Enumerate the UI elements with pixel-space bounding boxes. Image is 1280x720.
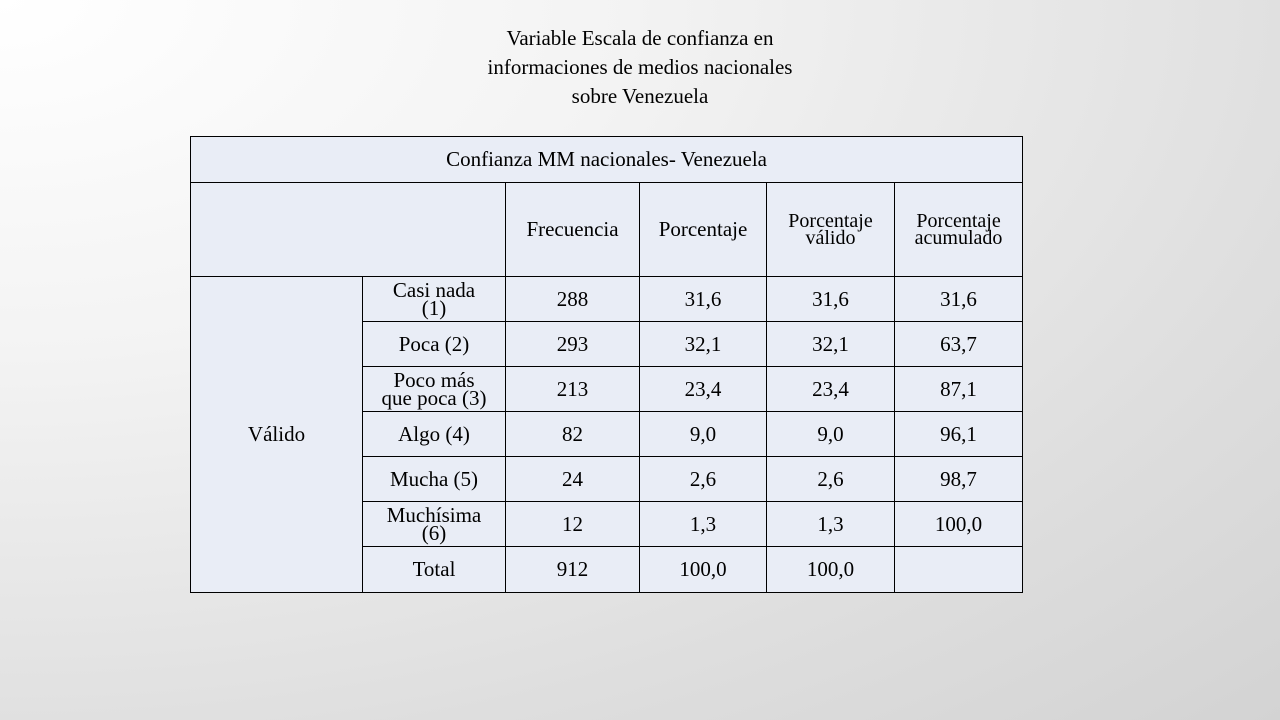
porcentaje-valido-cell: 9,0: [767, 412, 895, 457]
header-blank-cell: [191, 183, 506, 277]
table-row: [191, 277, 1023, 322]
porcentaje-cell: 9,0: [640, 412, 767, 457]
porcentaje-acumulado-cell: 98,7: [895, 457, 1023, 502]
category-line: Casi nada: [392, 278, 476, 302]
category-line: que poca (3): [381, 386, 487, 410]
frequency-table: [190, 136, 1023, 593]
porcentaje-cell: 2,6: [640, 457, 767, 502]
total-frecuencia: 912: [506, 547, 640, 593]
total-porcentaje-valido: 100,0: [767, 547, 895, 593]
category-cell: [363, 367, 506, 412]
header-porcentaje-valido-line-1: Porcentaje: [788, 209, 873, 232]
header-porcentaje: Porcentaje: [640, 183, 767, 277]
porcentaje-cell: 23,4: [640, 367, 767, 412]
porcentaje-valido-cell: 1,3: [767, 502, 895, 547]
slide-title-line-2: informaciones de medios nacionales: [487, 55, 793, 79]
porcentaje-valido-cell: 32,1: [767, 322, 895, 367]
table-caption-row: [191, 137, 1023, 183]
table-caption: Confianza MM nacionales- Venezuela: [191, 137, 1023, 183]
header-porcentaje-valido-line-2: válido: [805, 226, 856, 249]
frecuencia-cell: 293: [506, 322, 640, 367]
header-porcentaje-valido: [767, 183, 895, 277]
porcentaje-valido-cell: 2,6: [767, 457, 895, 502]
category-cell: [363, 502, 506, 547]
category-line: Algo (4): [398, 422, 470, 446]
category-cell: [363, 322, 506, 367]
category-line: Mucha (5): [389, 467, 479, 491]
header-porcentaje-acumulado-line-1: Porcentaje: [916, 209, 1001, 232]
category-line: Muchísima: [386, 503, 482, 527]
total-label: Total: [363, 547, 506, 593]
frecuencia-cell: 82: [506, 412, 640, 457]
porcentaje-acumulado-cell: 96,1: [895, 412, 1023, 457]
porcentaje-acumulado-cell: 87,1: [895, 367, 1023, 412]
header-porcentaje-acumulado-line-2: acumulado: [914, 226, 1003, 249]
category-cell: [363, 412, 506, 457]
group-label-valido: Válido: [191, 277, 363, 593]
category-line: (6): [421, 521, 447, 545]
header-porcentaje-acumulado: [895, 183, 1023, 277]
frecuencia-cell: 288: [506, 277, 640, 322]
slide-title-line-3: sobre Venezuela: [571, 84, 709, 108]
porcentaje-cell: 31,6: [640, 277, 767, 322]
slide-title-line-1: Variable Escala de confianza en: [506, 26, 774, 50]
porcentaje-acumulado-cell: 31,6: [895, 277, 1023, 322]
frecuencia-cell: 24: [506, 457, 640, 502]
porcentaje-cell: 32,1: [640, 322, 767, 367]
frecuencia-cell: 213: [506, 367, 640, 412]
porcentaje-valido-cell: 31,6: [767, 277, 895, 322]
porcentaje-acumulado-cell: 63,7: [895, 322, 1023, 367]
category-line: (1): [421, 296, 447, 320]
porcentaje-valido-cell: 23,4: [767, 367, 895, 412]
category-cell: [363, 277, 506, 322]
table-header-row: [191, 183, 1023, 277]
total-porcentaje: 100,0: [640, 547, 767, 593]
porcentaje-acumulado-cell: 100,0: [895, 502, 1023, 547]
slide-title: [390, 24, 890, 111]
porcentaje-cell: 1,3: [640, 502, 767, 547]
header-frecuencia: Frecuencia: [506, 183, 640, 277]
category-cell: [363, 457, 506, 502]
category-line: Poco más: [393, 368, 475, 392]
total-porcentaje-acumulado: [895, 547, 1023, 593]
category-line: Poca (2): [398, 332, 470, 356]
frecuencia-cell: 12: [506, 502, 640, 547]
